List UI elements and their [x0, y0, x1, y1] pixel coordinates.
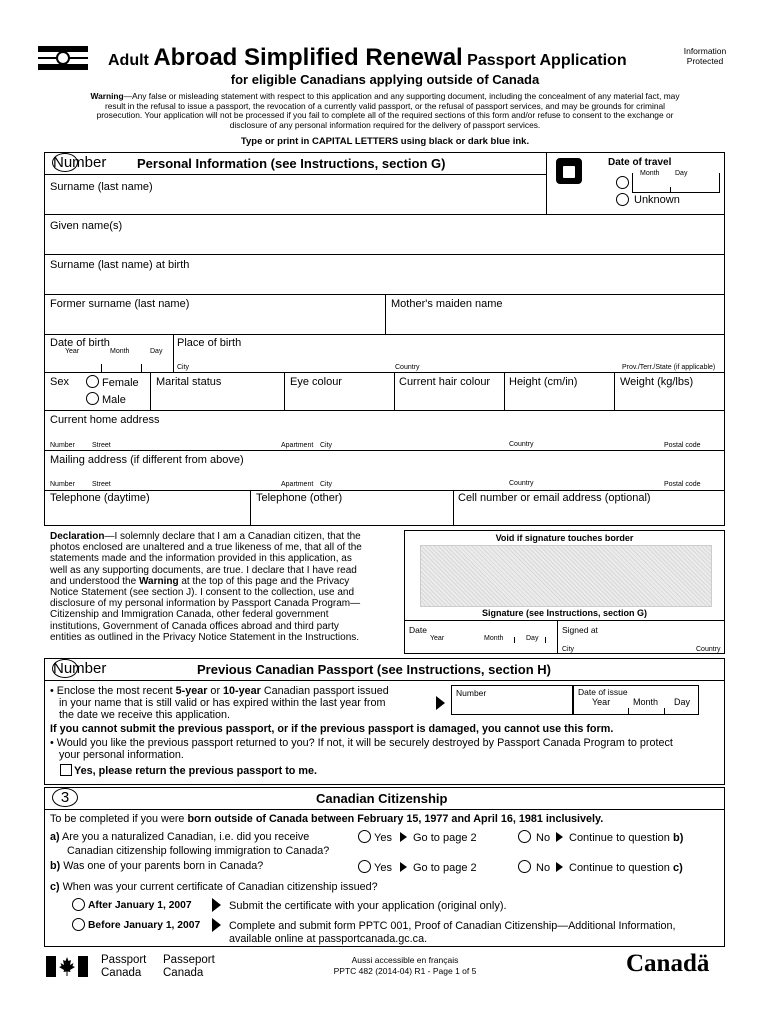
question-b-text: b) Was one of your parents born in Canada?: [50, 860, 264, 872]
pob-country-label: Country: [395, 364, 420, 371]
unknown-label: Unknown: [634, 194, 680, 206]
telephone-other-label: Telephone (other): [256, 492, 343, 504]
canada-flag-icon: [46, 956, 88, 977]
question-b-go-page2: Go to page 2: [413, 862, 477, 874]
passport-arrow-icon: [436, 696, 445, 710]
male-radio[interactable]: [86, 392, 99, 405]
signature-label: Signature (see Instructions, section G): [481, 608, 648, 618]
given-names-label: Given name(s): [50, 220, 123, 232]
form-title: [108, 44, 627, 72]
surname-field[interactable]: [44, 174, 546, 214]
mail-city-label: City: [320, 481, 333, 488]
french-availability: Aussi accessible en français: [351, 955, 459, 965]
home-country-label: Country: [509, 441, 534, 448]
sig-date-label: Date: [409, 625, 427, 635]
title-suffix: Passport Application: [467, 52, 627, 69]
form-number: PPTC 482 (2014-04) R1 - Page 1 of 5: [333, 966, 477, 976]
dob-day-label: Day: [150, 348, 163, 355]
before-2007-radio[interactable]: [72, 918, 85, 931]
place-of-birth-label: Place of birth: [177, 337, 242, 349]
passport-canada-en: Passport Canada: [101, 954, 147, 979]
question-a-text: a) Are you a naturalized Canadian, i.e. did you receive Canadian citizenship following immigration to Canada?: [50, 831, 330, 857]
before-2007-arrow-icon: [212, 918, 221, 932]
height-label: Height (cm/in): [509, 376, 578, 388]
eye-colour-label: Eye colour: [290, 376, 342, 388]
question-b-no-arrow-icon: [556, 862, 563, 872]
hair-colour-label: Current hair colour: [399, 376, 491, 388]
maiden-name-label: Mother's maiden name: [391, 298, 503, 310]
given-names-field[interactable]: [44, 214, 725, 254]
section-3-title: Canadian Citizenship: [316, 791, 448, 806]
issue-label: Date of issue: [578, 687, 628, 697]
mail-street-label: Street: [92, 481, 111, 488]
telephone-daytime-label: Telephone (daytime): [50, 492, 150, 504]
sig-day-label: Day: [526, 635, 539, 642]
after-2007-arrow-icon: [212, 898, 221, 912]
issue-day-label: Day: [674, 697, 691, 707]
sig-year-label: Year: [430, 635, 445, 642]
signed-at-label: Signed at: [562, 625, 598, 635]
issue-month-label: Month: [633, 697, 659, 707]
void-label: Void if signature touches border: [495, 533, 634, 543]
after-2007-label: After January 1, 2007: [88, 900, 192, 911]
question-a-yes-arrow-icon: [400, 832, 407, 842]
surname-label: Surname (last name): [50, 181, 153, 193]
question-b-yes-arrow-icon: [400, 862, 407, 872]
issue-year-label: Year: [592, 697, 611, 707]
question-b-yes-radio[interactable]: [358, 860, 371, 873]
mail-apartment-label: Apartment: [281, 481, 314, 488]
dob-label: Date of birth: [50, 337, 110, 349]
citizenship-intro: To be completed if you were born outside of Canada between February 15, 1977 and April 16, 1981 inclusively.: [50, 813, 604, 825]
home-street-label: Street: [92, 442, 111, 449]
unknown-radio[interactable]: [616, 193, 629, 206]
signature-box[interactable]: [420, 545, 712, 607]
return-passport-checkbox[interactable]: [60, 764, 72, 776]
dob-month-label: Month: [110, 348, 130, 355]
question-a-no-radio[interactable]: [518, 830, 531, 843]
mailing-address-label: Mailing address (if different from above): [50, 454, 244, 466]
title-prefix: Adult: [108, 52, 149, 69]
mail-postal-label: Postal code: [664, 481, 701, 488]
title-main: Abroad Simplified Renewal: [153, 44, 463, 71]
protected-line-1: Information: [683, 46, 727, 56]
before-2007-label: Before January 1, 2007: [88, 920, 201, 931]
protected-label: [675, 46, 735, 66]
date-of-travel-label: Date of travel: [608, 157, 672, 168]
marital-status-label: Marital status: [156, 376, 222, 388]
home-apartment-label: Apartment: [281, 442, 314, 449]
signed-city-label: City: [562, 646, 575, 653]
ink-instruction: Type or print in CAPITAL LETTERS using black or dark blue ink.: [240, 136, 530, 147]
travel-date-radio[interactable]: [616, 176, 629, 189]
enclose-passport-text: • Enclose the most recent 5-year or 10-year Canadian passport issued in your name that is still valid or has expired within the last year from the date we receive this application.: [50, 685, 389, 721]
home-address-label: Current home address: [50, 414, 160, 426]
female-radio[interactable]: [86, 375, 99, 388]
question-c-text: c) When was your current certificate of Canadian citizenship issued?: [50, 881, 378, 893]
form-subtitle: for eligible Canadians applying outside of Canada: [230, 72, 540, 87]
return-question-text: • Would you like the previous passport returned to you? If not, it will be securely destroyed by Passport Canada Program to protect your personal information.: [50, 737, 673, 761]
sex-label: Sex: [50, 376, 69, 388]
male-label: Male: [102, 394, 126, 406]
declaration-label: Declaration: [50, 531, 105, 542]
mail-country-label: Country: [509, 480, 534, 487]
home-city-label: City: [320, 442, 333, 449]
question-a-yes-label: Yes: [374, 832, 392, 844]
question-b-continue: Continue to question c): [569, 862, 683, 874]
section-3-number: 3: [52, 788, 78, 807]
question-a-no-label: No: [536, 832, 551, 844]
home-number-label: Number: [50, 442, 75, 449]
cell-email-label: Cell number or email address (optional): [458, 492, 651, 504]
question-a-go-page2: Go to page 2: [413, 832, 477, 844]
return-passport-label: Yes, please return the previous passport to me.: [74, 765, 318, 777]
sig-month-label: Month: [484, 635, 504, 642]
travel-date-input[interactable]: [632, 179, 720, 193]
warning-label: Warning: [90, 91, 124, 101]
surname-at-birth-label: Surname (last name) at birth: [50, 259, 190, 271]
travel-month-label: Month: [640, 170, 660, 177]
dob-year-label: Year: [65, 348, 80, 355]
protected-line-2: Protected: [686, 56, 724, 66]
after-2007-radio[interactable]: [72, 898, 85, 911]
question-b-no-radio[interactable]: [518, 860, 531, 873]
declaration-text: Declaration—I solemnly declare that I am a Canadian citizen, that the photos enclosed are unaltered and a true likeness of me, that all of the statements made and the information provided in this application, as well as any supporting documents, are true. I declare that I have read and understood the Warning at the top of this page and the Privacy Notice Statement (see section J). I consent to the collection, use and disclosure of my personal information by Passport Canada Program— Citizenship and Immigration Canada, other federal government institutions, Government of Canada offices abroad and third party entities as outlined in the Privacy Notice Statement in the Instructions.: [50, 531, 362, 643]
canada-wordmark: Canadä: [626, 950, 710, 977]
mail-number-label: Number: [50, 481, 75, 488]
former-surname-label: Former surname (last name): [50, 298, 190, 310]
section-2-title: Previous Canadian Passport (see Instructions, section H): [197, 662, 551, 677]
passport-logo: [38, 46, 88, 70]
question-a-continue: Continue to question b): [569, 832, 684, 844]
pob-city-label: City: [177, 364, 190, 371]
section-2-number: Number: [53, 660, 107, 677]
after-2007-text: Submit the certificate with your application (original only).: [229, 900, 507, 912]
cannot-submit-text: If you cannot submit the previous passport, or if the previous passport is damaged, you cannot use this form.: [50, 723, 614, 735]
warning-text: Warning—Any false or misleading statement with respect to this application and any supporting document, including the concealment of any material fact, may result in the refusal to issue a passport, the revocation of a currently valid passport, or the refusal of passport services, and may be grounds for criminal prosecution. Your application will not be processed if you fail to complete all of the required sections of this form and/or refuse to consent to the exchange or disclosure of any personal information required for the delivery of passport services.: [90, 91, 680, 130]
home-postal-label: Postal code: [664, 442, 701, 449]
question-b-no-label: No: [536, 862, 551, 874]
suitcase-icon: [556, 158, 582, 184]
passport-canada-fr: Passeport Canada: [163, 954, 215, 979]
pob-prov-label: Prov./Terr./State (if applicable): [622, 364, 716, 371]
section-1-number: Number: [53, 154, 107, 171]
passport-number-label: Number: [456, 688, 487, 698]
before-2007-text: Complete and submit form PPTC 001, Proof of Canadian Citizenship—Additional Information, available online at passportcanada.gc.ca.: [229, 920, 676, 945]
question-b-yes-label: Yes: [374, 862, 392, 874]
question-a-no-arrow-icon: [556, 832, 563, 842]
section-1-title: Personal Information (see Instructions, section G): [137, 156, 446, 171]
weight-label: Weight (kg/lbs): [620, 376, 694, 388]
signed-country-label: Country: [696, 646, 721, 653]
travel-day-label: Day: [675, 170, 688, 177]
female-label: Female: [102, 377, 139, 389]
question-a-yes-radio[interactable]: [358, 830, 371, 843]
footer-center: [290, 955, 520, 977]
